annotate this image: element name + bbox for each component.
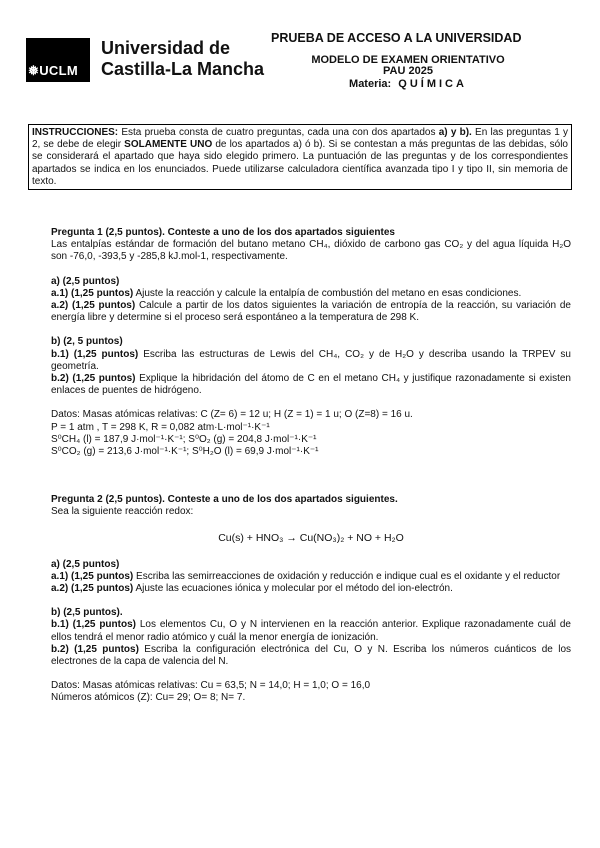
q2-b2: b.2) (1,25 puntos) Escriba la configuración electrónica del Cu, O y N. Escriba los números cuánticos de los electrones de la capa de valencia del N.	[51, 643, 572, 668]
question-2-intro: Sea la siguiente reacción redox:	[51, 506, 194, 518]
question-1-intro: Las entalpías estándar de formación del butano metano CH₄, dióxido de carbono gas CO₂ y del agua líquida H₂O son -76,0, -393,5 y -285,8 kJ.mol-1, respectivamente.	[51, 239, 571, 263]
q1-data-line: S⁰CO₂ (g) = 213,6 J·mol⁻¹·K⁻¹; S⁰H₂O (l) = 69,9 J·mol⁻¹·K⁻¹	[51, 446, 319, 458]
question-1	[51, 227, 571, 458]
q2-data-line: Datos: Masas atómicas relativas: Cu = 63,5; N = 14,0; H = 1,0; O = 16,0	[51, 680, 371, 692]
q1-part-b-heading: b) (2, 5 puntos)	[51, 336, 123, 348]
q2-data-line: Números atómicos (Z): Cu= 29; O= 8; N= 7.	[51, 692, 246, 704]
q1-part-a-heading: a) (2,5 puntos)	[51, 275, 120, 287]
subject-line: Materia: QUÍMICA	[349, 78, 467, 90]
exam-title: PRUEBA DE ACCESO A LA UNIVERSIDAD	[271, 31, 522, 45]
question-2	[51, 494, 571, 705]
q2-a2: a.2) (1,25 puntos) Ajuste las ecuaciones iónica y molecular por el método del ion-electrón.	[51, 583, 453, 595]
q1-a2: a.2) (1,25 puntos) Calcule a partir de los datos siguientes la variación de entropía de la reacción, su variación de energía libre y determine si el proceso será espontáneo a la temperatura de 298 K.	[51, 300, 571, 324]
q1-data-line: S⁰CH₄ (l) = 187,9 J·mol⁻¹·K⁻¹; S⁰O₂ (g) = 204,8 J·mol⁻¹·K⁻¹	[51, 433, 317, 445]
q2-part-b-heading: b) (2,5 puntos).	[51, 607, 123, 619]
question-1-title: Pregunta 1 (2,5 puntos). Conteste a uno de los dos apartados siguientes	[51, 227, 395, 238]
university-name: Universidad de Castilla-La Mancha	[101, 38, 265, 79]
q1-b1: b.1) (1,25 puntos) Escriba las estructuras de Lewis del CH₄, CO₂ y de H₂O y describa usando la TRPEV su geometría.	[51, 348, 571, 372]
q2-a1: a.1) (1,25 puntos) Escriba las semirreacciones de oxidación y reducción e indique cual es el oxidante y el reductor	[51, 570, 561, 582]
q2-b1: b.1) (1,25 puntos) Los elementos Cu, O y N intervienen en la reacción anterior. Explique razonadamente cuál de ellos tendrá el menor radio atómico y cuál la menor energía de ionización.	[51, 619, 571, 643]
q2-part-a-heading: a) (2,5 puntos)	[51, 558, 120, 570]
exam-subtitle: MODELO DE EXAMEN ORIENTATIVO PAU 2025	[311, 54, 505, 77]
q1-b2: b.2) (1,25 puntos) Explique la hibridación del átomo de C en el metano CH₄ y justifique razonadamente si existen enlaces de puentes de hidrógeno.	[51, 373, 571, 397]
logo-mark-box	[26, 38, 90, 82]
instructions-box: INSTRUCCIONES: Esta prueba consta de cuatro preguntas, cada una con dos apartados a) y b). En las preguntas 1 y 2, se debe de elegir SOLAMENTE UNO de los apartados a) ó b). Si se contestan a más preguntas de las debidas, sólo se considerará el apartado que haya sido elegido primero. La puntuación de las preguntas y de los correspondientes apartados se indica en los enunciados. Puede utilizarse calculadora científica avanzada tipo I y tipo II, sin memoria de texto.	[28, 124, 572, 190]
q1-a1: a.1) (1,25 puntos) Ajuste la reacción y calcule la entalpía de combustión del metano en esas condiciones.	[51, 287, 522, 299]
question-2-title: Pregunta 2 (2,5 puntos). Conteste a uno de los dos apartados siguientes.	[51, 494, 398, 505]
redox-reaction: Cu(s) + HNO₃ → Cu(NO₃)₂ + NO + H₂O	[218, 532, 404, 545]
q1-data-line: Datos: Masas atómicas relativas: C (Z= 6) = 12 u; H (Z = 1) = 1 u; O (Z=8) = 16 u.	[51, 409, 413, 421]
logo-mark-text: ❅UCLM	[28, 63, 78, 78]
q1-data-line: P = 1 atm , T = 298 K, R = 0,082 atm·L·mol⁻¹·K⁻¹	[51, 421, 270, 433]
